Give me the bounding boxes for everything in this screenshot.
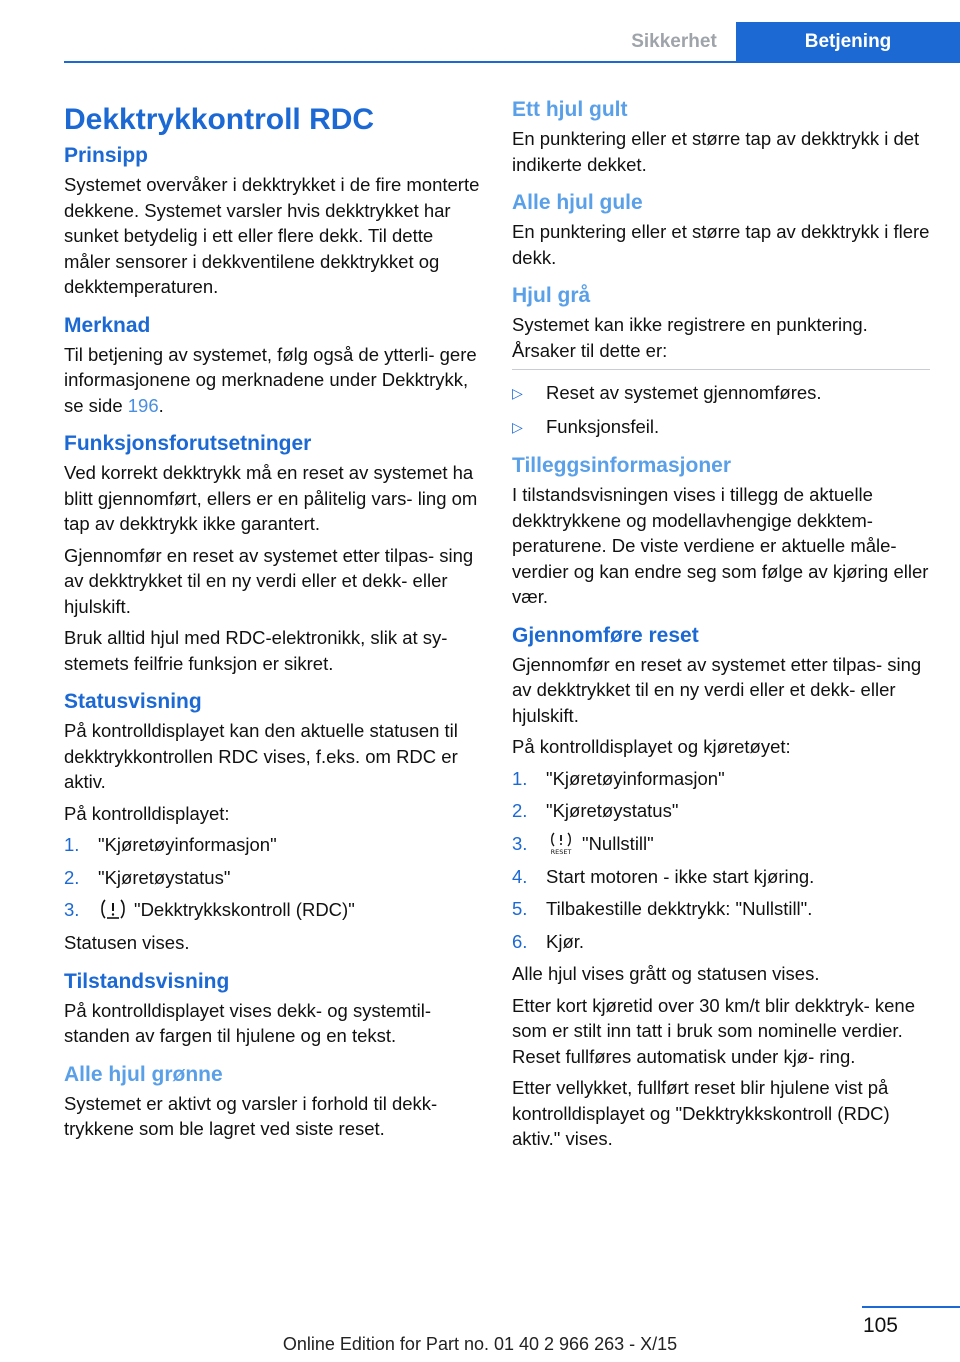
merknad-text [64, 342, 482, 419]
header-tabs [612, 22, 960, 62]
step-number: 1. [512, 767, 528, 789]
tillegg-text: I tilstandsvisningen vises i tillegg de aktuelle dekktrykkene og modellavhengige dekktem‐ peraturene. De viste verdiene er aktuelle måle‐ verdier og kan endre seg som følge av kjøring eller vær. [512, 484, 929, 607]
right-column [512, 94, 930, 1158]
footer-rule [862, 1306, 960, 1308]
funksjon-text-1: Ved korrekt dekktrykk må en reset av systemet ha blitt gjennomført, ellers er en pålitelig vars‐ ling om tap av dekktrykk ikke garantert. [64, 462, 478, 534]
heading-prinsipp: Prinsipp [64, 144, 149, 167]
step-text: Kjør. [546, 930, 585, 952]
heading-merknad: Merknad [64, 313, 151, 337]
step-text: "Kjøretøyinformasjon" [546, 767, 725, 789]
reset-step-6 [512, 929, 930, 955]
step-number: 6. [512, 930, 528, 952]
step-text: Start motoren - ikke start kjøring. [546, 865, 815, 887]
tire-pressure-icon [98, 897, 128, 921]
heading-tilstandsvisning: Tilstandsvisning [64, 969, 230, 993]
status-text-2: På kontrolldisplayet: [64, 802, 230, 824]
reset-step-5 [512, 896, 930, 922]
reset-icon-label: RESET [550, 847, 572, 855]
bullet-text: Reset av systemet gjennomføres. [546, 382, 822, 403]
prinsipp-text: Systemet overvåker i dekktrykket i de fire monterte dekkene. Systemet varsler hvis dekktrykket har sunket betydelig i ett eller flere dekk. Til dette måler sensorer i dekkventilene dekktrykket og dekktemperaturen. [64, 174, 480, 297]
step-number: 2. [512, 800, 528, 821]
reset-steps [512, 766, 930, 955]
list-item [512, 380, 930, 407]
reset-text-1: Gjennomfør en reset av systemet etter tilpas‐ sing av dekktrykket til en ny verdi eller et dekk- eller hjulskift. [512, 653, 922, 726]
heading-statusvisning: Statusvisning [64, 690, 202, 713]
alle-gule-text: En punktering eller et større tap av dekktrykk i flere dekk. [512, 221, 930, 268]
heading-ett-hjul-gult: Ett hjul gult [512, 98, 628, 121]
heading-hjul-gra: Hjul grå [512, 284, 591, 307]
merknad-text-main: Til betjening av systemet, følg også de ytterli‐ gere informasjonene og merknadene under Dekktrykk, se side [64, 343, 477, 416]
heading-alle-hjul-gule: Alle hjul gule [512, 191, 643, 214]
heading-alle-hjul-gronne: Alle hjul grønne [64, 1062, 223, 1086]
list-item [512, 414, 930, 441]
step-text: Tilbakestille dekktrykk: "Nullstill". [546, 898, 813, 920]
reset-text-2: På kontrolldisplayet og kjøretøyet: [512, 736, 791, 757]
footer-edition-text: Online Edition for Part no. 01 40 2 966 263 - X/15 [282, 1334, 678, 1354]
status-steps [64, 832, 482, 923]
step-text: "Dekktrykkskontroll (RDC)" [134, 899, 355, 920]
triangle-bullet-icon: ▷ [512, 385, 523, 401]
step-text: "Nullstill" [582, 832, 654, 854]
reset-text-3: Alle hjul vises grått og statusen vises. [512, 963, 820, 985]
merknad-text-end: . [158, 394, 164, 416]
status-step-2 [64, 865, 482, 891]
triangle-bullet-icon: ▷ [512, 418, 523, 435]
reset-step-4 [512, 864, 930, 890]
bullet-text: Funksjonsfeil. [546, 415, 660, 437]
reset-text-4: Etter kort kjøretid over 30 km/t blir dekktryk‐ kene som er stilt inn tatt i bruk som nominelle verdier. Reset fullføres automatisk under kjø‐ ring. [512, 994, 916, 1067]
step-number: 1. [64, 834, 80, 855]
status-step-3 [64, 897, 482, 923]
reset-step-1 [512, 766, 930, 792]
step-number: 3. [512, 832, 528, 854]
step-text: "Kjøretøystatus" [98, 866, 231, 888]
step-text: "Kjøretøystatus" [546, 800, 679, 821]
tab-sikkerhet[interactable]: Sikkerhet [631, 31, 717, 52]
page-title: Dekktrykkontroll RDC [64, 103, 375, 136]
gronne-text: Systemet er aktivt og varsler i forhold til dekk‐ trykkene som ble lagret ved siste reset. [64, 1092, 438, 1140]
step-number: 2. [64, 866, 80, 888]
header-rule [64, 61, 960, 63]
page-number: 105 [862, 1314, 898, 1337]
step-number: 3. [64, 899, 80, 920]
tab-betjening[interactable]: Betjening [736, 22, 960, 62]
reset-step-3 [512, 831, 930, 857]
reset-step-2 [512, 798, 930, 824]
tilstand-text: På kontrolldisplayet vises dekk- og systemtil‐ standen av fargen til hjulene og en tekst. [64, 999, 432, 1047]
ett-gult-text: En punktering eller et større tap av dekktrykk i det indikerte dekket. [512, 128, 920, 175]
status-text-1: På kontrolldisplayet kan den aktuelle statusen til dekktrykkontrollen RDC vises, f.eks. om RDC er aktiv. [64, 720, 458, 792]
funksjon-text-3: Bruk alltid hjul med RDC-elektronikk, slik at sy‐ stemets feilfrie funksjon er sikret. [64, 627, 448, 674]
step-number: 5. [512, 898, 528, 920]
heading-gjennomfore-reset: Gjennomføre reset [512, 623, 699, 647]
gra-bullets [512, 380, 930, 440]
page-link-196[interactable]: 196 [127, 394, 159, 416]
gra-text: Systemet kan ikke registrere en punktering. Årsaker til dette er: [512, 314, 868, 361]
heading-tilleggsinformasjoner: Tilleggsinformasjoner [512, 454, 731, 477]
step-number: 4. [512, 865, 528, 887]
heading-funksjonsforutsetninger: Funksjonsforutsetninger [64, 432, 312, 455]
divider [512, 369, 930, 370]
status-step-1 [64, 832, 482, 858]
tire-reset-icon [546, 831, 576, 855]
funksjon-text-2: Gjennomfør en reset av systemet etter tilpas‐ sing av dekktrykket til en ny verdi eller et dekk- eller hjulskift. [64, 544, 474, 617]
left-column [64, 94, 482, 1148]
reset-text-5: Etter vellykket, fullført reset blir hjulene vist på kontrolldisplayet og "Dekktrykkskontroll (RDC) aktiv." vises. [512, 1077, 890, 1150]
status-after: Statusen vises. [64, 932, 190, 954]
step-text: "Kjøretøyinformasjon" [98, 834, 277, 855]
